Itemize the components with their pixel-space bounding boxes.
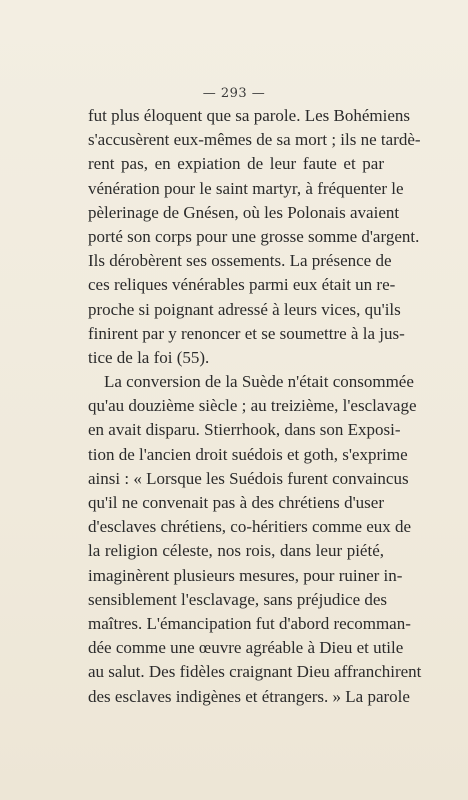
text-line: s'accusèrent eux-mêmes de sa mort ; ils ne tardè- [88, 130, 421, 150]
text-line: maîtres. L'émancipation fut d'abord recomman- [88, 613, 411, 633]
text-line: sensiblement l'esclavage, sans préjudice des [88, 589, 388, 609]
text-line: ces reliques vénérables parmi eux était un re- [88, 275, 396, 295]
text-line: pèlerinage de Gnésen, où les Polonais avaient [88, 202, 400, 222]
text-line: Ils dérobèrent ses ossements. La présence de [88, 251, 392, 271]
text-line: qu'il ne convenait pas à des chrétiens d'user [88, 493, 384, 512]
text-line: d'esclaves chrétiens, co-héritiers comme eux de [88, 517, 412, 537]
text-line: rent pas, en expiation de leur faute et par [88, 154, 384, 174]
text-line: dée comme une œuvre agréable à Dieu et utile [88, 638, 404, 658]
text-line: vénération pour le saint martyr, à fréquenter le [88, 178, 404, 198]
page-number: — 293 — [202, 86, 266, 101]
text-line: au salut. Des fidèles craignant Dieu affranchirent [88, 662, 422, 682]
text-line: qu'au douzième siècle ; au treizième, l'esclavage [88, 396, 417, 416]
text-line: tice de la foi (55). [88, 347, 210, 367]
text-line: finirent par y renoncer et se soumettre à la jus- [88, 323, 405, 343]
text-line: porté son corps pour une grosse somme d'argent. [88, 226, 420, 246]
text-line: fut plus éloquent que sa parole. Les Bohémiens [88, 106, 410, 125]
text-line: ainsi : « Lorsque les Suédois furent convaincus [88, 468, 409, 488]
text-line: la religion céleste, nos rois, dans leur piété, [88, 541, 384, 561]
text-line: des esclaves indigènes et étrangers. » La parole [88, 686, 410, 706]
text-line: imaginèrent plusieurs mesures, pour ruiner in- [88, 565, 403, 585]
text-line: proche si poignant adressé à leurs vices, qu'ils [88, 299, 401, 319]
body-text [88, 104, 422, 709]
text-line: La conversion de la Suède n'était consommée [104, 372, 414, 392]
text-line: tion de l'ancien droit suédois et goth, s'exprime [88, 444, 408, 464]
text-line: en avait disparu. Stierrhook, dans son Exposi- [88, 420, 401, 440]
